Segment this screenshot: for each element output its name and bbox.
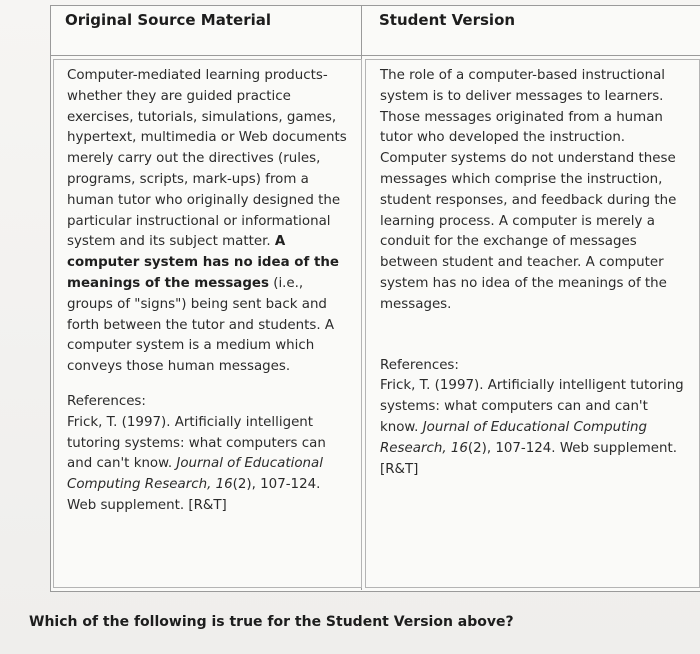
student-references-label: References: (380, 357, 459, 373)
header-student: Student Version (379, 11, 516, 29)
original-text (67, 66, 349, 517)
student-ref-journal: Journal of Educational Computing Research, 16 (380, 419, 648, 456)
original-references (67, 392, 349, 517)
header-divider (50, 55, 700, 56)
student-ref-end: (2), 107-124. Web supplement. [R&T] (380, 440, 677, 477)
question-prompt: Which of the following is true for the Student Version above? (29, 614, 514, 630)
original-references-label: References: (67, 393, 146, 409)
original-intro: Computer-mediated learning products-whether they are guided practice exercises, tutorials, simulations, games, hypertext, multimedia or Web documents merely carry out the directives (rules, programs, scripts, mark-ups) from a human tutor who originally designed the particular instructional or informational system and its subject matter. (67, 68, 347, 250)
original-after: (i.e., groups of "signs") being sent back and forth between the tutor and students. A computer system is a medium which conveys those human messages. (67, 275, 335, 375)
header-original: Original Source Material (65, 11, 272, 29)
student-ref-start: Frick, T. (1997). Artificially intelligent tutoring systems: what computers can and can't know. (380, 378, 684, 435)
original-ref-start: Frick, T. (1997). Artificially intelligent tutoring systems: what computers can and can't know. (67, 414, 326, 472)
original-bold-sentence: A computer system has no idea of the meanings of the messages (67, 234, 339, 291)
original-ref-journal: Journal of Educational Computing Research, 16 (67, 456, 323, 493)
student-text (380, 66, 688, 480)
student-paragraph: The role of a computer-based instructional system is to deliver messages to learners. Those messages originated from a human tutor who developed the instruction. Computer systems do not understand these messages which comprise the instruction, student responses, and feedback during the learning process. A computer is merely a conduit for the exchange of messages between student and teacher. A computer system has no idea of the meanings of the messages. (380, 68, 677, 312)
student-references (380, 356, 688, 481)
original-ref-end: (2), 107-124. Web supplement. [R&T] (67, 477, 321, 513)
